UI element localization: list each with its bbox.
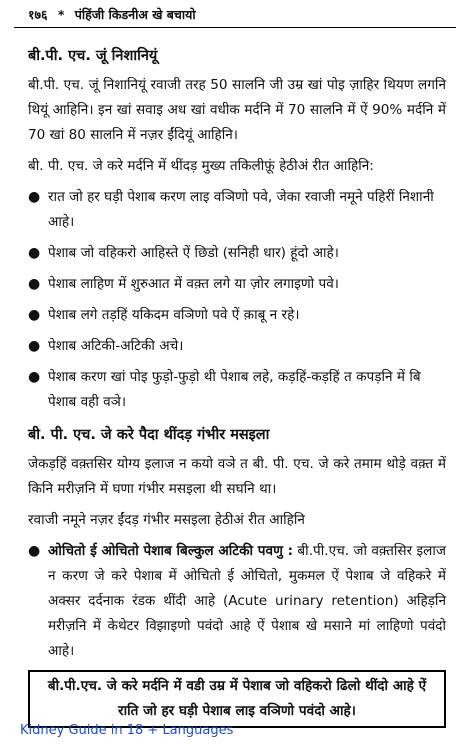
bullet-icon: ● (28, 307, 41, 323)
header-divider (14, 27, 456, 28)
list-item (28, 539, 446, 664)
complication-text: बी.पी.एच. जो वक़्तसिर इलाज न करण जे करे पेशाब में ओचितो ई ओचितो, मुकमल ऐं पेशाब जे वहिकरे में अक्सर दर्दनाक रंडक थींदी आहे (Acute urinary retention) अहिड़नि मरीज़नि में केथेटर विझाइणो पवंदो आहे ऐं पेशाब खे मसाने मां लाहिणो पवंदो आहे। (48, 543, 447, 659)
bullet-icon: ● (28, 245, 41, 261)
summary-note-box (28, 670, 446, 728)
page-number: १७६ (28, 7, 48, 22)
list-item: ● पेशाब लाहिण में शुरुआत में वक़्त लगे या ज़ोर लगाइणो पवे। (28, 272, 446, 297)
list-item: ● पेशाब जो वहिकरो आहिस्ते ऐं छिडो (सनिही धार) हूंदो आहे। (28, 241, 446, 266)
list-item: ● पेशाब लगे तड़हिं यकिदम वञिणो पवे ऐं क़ाबू न रहे। (28, 303, 446, 328)
section1-para2: बी. पी. एच. जे करे मर्दनि में थींदड़ मुख्य तकिलीफ़ूं हेठीअं रीत आहिनि: (28, 158, 374, 174)
complication-list (28, 539, 446, 664)
bullet-icon: ● (28, 369, 41, 385)
list-item: ● रात जो हर घड़ी पेशाब करण लाइ वञिणो पवे, जेका रवाजी नमूने पहिरीं निशानी आहे। (28, 185, 446, 235)
symptom-list (28, 185, 446, 415)
summary-note: बी.पी.एच. जे करे मर्दनि में वडी उम्र में पेशाब जो वहिकरो ढिलो थींदो आहे ऐं राति जो हर घड़ी पेशाब लाइ वञिणो पवंदो आहे। (47, 678, 427, 719)
page-header (28, 6, 196, 23)
bullet-icon: ● (28, 276, 41, 292)
section1-para1: बी.पी. एच. जूं निशानियूं रवाजी तरह 50 सालनि जी उम्र खां पोइ ज़ाहिर थियण लगनि थियूं आहिनि। इन खां सवाइ अध खां वधीक मर्दनि में 70 सालनि में ऐं 90% मर्दनि में 70 खां 80 सालनि में नज़र ईंदियूं आहिनि। (28, 77, 446, 143)
footer-tagline: Kidney Guide in 18 + Languages (20, 723, 234, 738)
list-item: ● पेशाब करण खां पोइ फुड़ो-फुड़ो थी पेशाब लहे, कड़हिं-कड़हिं त कपड़नि में बि पेशाब वही वञे। (28, 365, 446, 415)
bullet-icon: ● (28, 543, 41, 559)
list-item: ● पेशाब अटिकी-अटिकी अचे। (28, 334, 446, 359)
section2-para2: रवाजी नमूने नज़र ईंदड़ गंभीर मसइला हेठीअं रीत आहिनि (28, 512, 305, 528)
header-separator: * (57, 7, 65, 22)
book-title: पंहिंजी किडनीअ खे बचायो (74, 7, 196, 22)
bullet-icon: ● (28, 338, 41, 354)
section1-heading: बी.पी. एच. जूं निशानियूं (28, 48, 158, 64)
section2-heading: बी. पी. एच. जे करे पैदा थींदड़ गंभीर मसइला (28, 427, 270, 443)
bullet-icon: ● (28, 189, 41, 205)
page-content (28, 40, 446, 728)
section2-para1: जेकड़हिं वक़्तसिर योग्य इलाज न कयो वञे त बी. पी. एच. जे करे तमाम थोड़े वक़्त में किनि मरीज़नि में घणा गंभीर मसइला थी सघनि था। (28, 456, 446, 497)
complication-title: ओचितो ई ओचितो पेशाब बिल्कुल अटिकी पवणु : (48, 543, 294, 559)
